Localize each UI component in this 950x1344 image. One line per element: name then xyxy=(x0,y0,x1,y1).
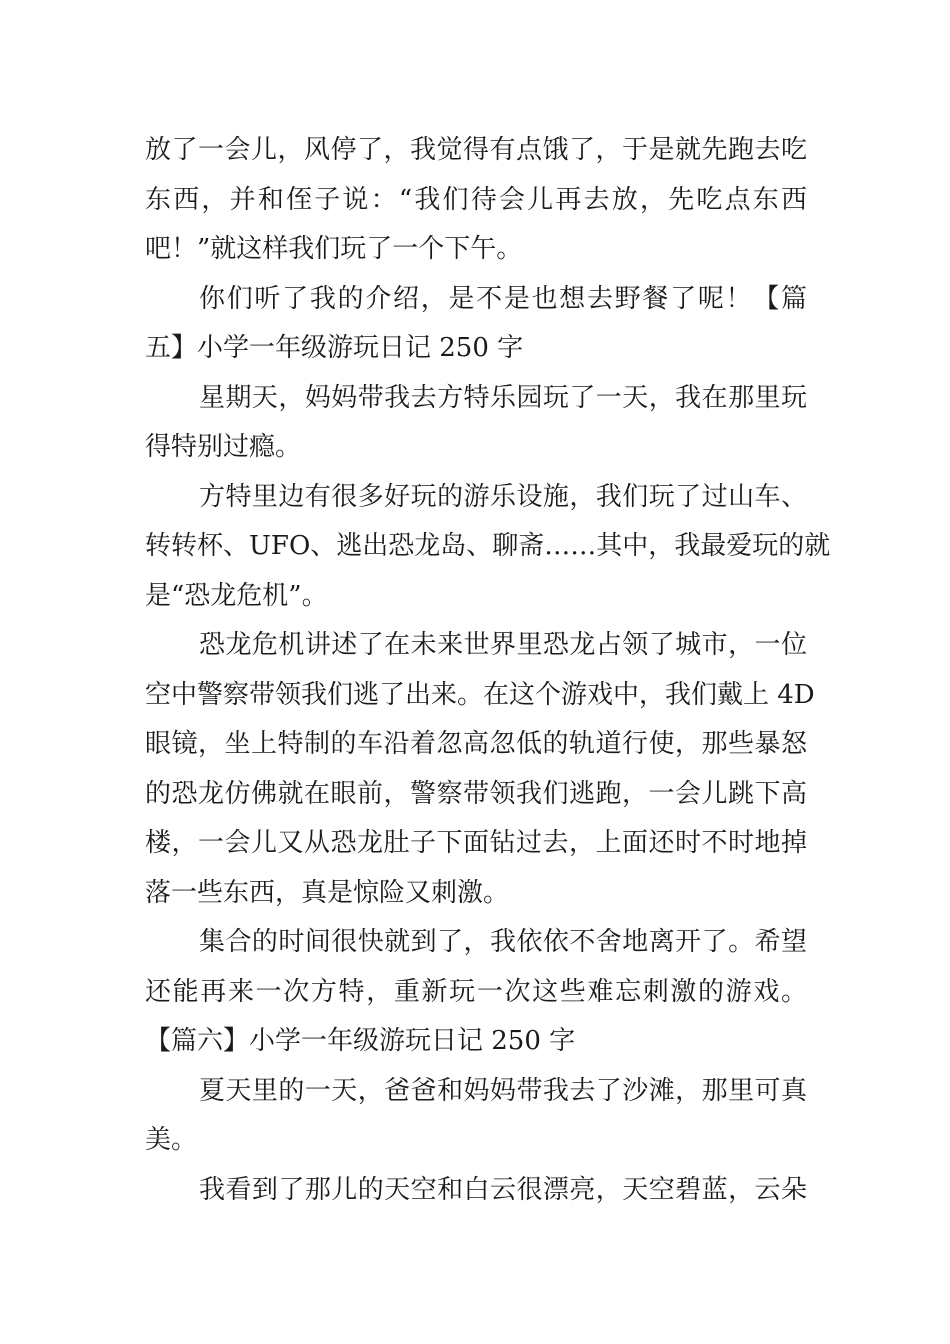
paragraph-start-line: 集合的时间很快就到了，我依依不舍地离开了。希望 xyxy=(199,927,807,957)
document-body xyxy=(145,126,831,1215)
paragraph-start-line: 星期天，妈妈带我去方特乐园玩了一天，我在那里玩 xyxy=(199,382,807,413)
paragraph-start-line: 恐龙危机讲述了在未来世界里恐龙占领了城市，一位 xyxy=(199,630,807,660)
paragraph-start-line: 夏天里的一天，爸爸和妈妈带我去了沙滩，那里可真 xyxy=(199,1075,807,1106)
text-line: 还能再来一次方特，重新玩一次这些难忘刺激的游戏。 xyxy=(145,976,807,1007)
section-heading-line: 五】小学一年级游玩日记 250 字 xyxy=(145,333,524,363)
paragraph-start-line: 方特里边有很多好玩的游乐设施，我们玩了过山车、 xyxy=(199,481,807,512)
paragraph-start-line: 我看到了那儿的天空和白云很漂亮，天空碧蓝，云朵 xyxy=(199,1174,807,1205)
text-line: 是“恐龙危机”。 xyxy=(145,580,328,611)
text-line: 放了一会儿，风停了，我觉得有点饿了，于是就先跑去吃 xyxy=(145,135,807,165)
text-line: 得特别过瘾。 xyxy=(145,432,302,462)
text-line: 眼镜，坐上特制的车沿着忽高忽低的轨道行使，那些暴怒 xyxy=(145,729,807,759)
paragraph-start-line: 你们听了我的介绍，是不是也想去野餐了呢！【篇 xyxy=(199,283,807,314)
text-line: 空中警察带领我们逃了出来。在这个游戏中，我们戴上 4D xyxy=(145,679,815,710)
text-line: 的恐龙仿佛就在眼前，警察带领我们逃跑，一会儿跳下高 xyxy=(145,778,807,809)
text-line: 楼，一会儿又从恐龙肚子下面钻过去，上面还时不时地掉 xyxy=(145,828,807,858)
text-line: 东西，并和侄子说：“我们待会儿再去放，先吃点东西 xyxy=(145,184,807,215)
text-line: 吧！”就这样我们玩了一个下午。 xyxy=(145,234,523,264)
text-line: 美。 xyxy=(145,1125,198,1155)
text-line: 落一些东西，真是惊险又刺激。 xyxy=(145,877,510,908)
text-line: 转转杯、UFO、逃出恐龙岛、聊斋……其中，我最爱玩的就 xyxy=(145,531,831,561)
section-heading-line: 【篇六】小学一年级游玩日记 250 字 xyxy=(145,1026,576,1056)
